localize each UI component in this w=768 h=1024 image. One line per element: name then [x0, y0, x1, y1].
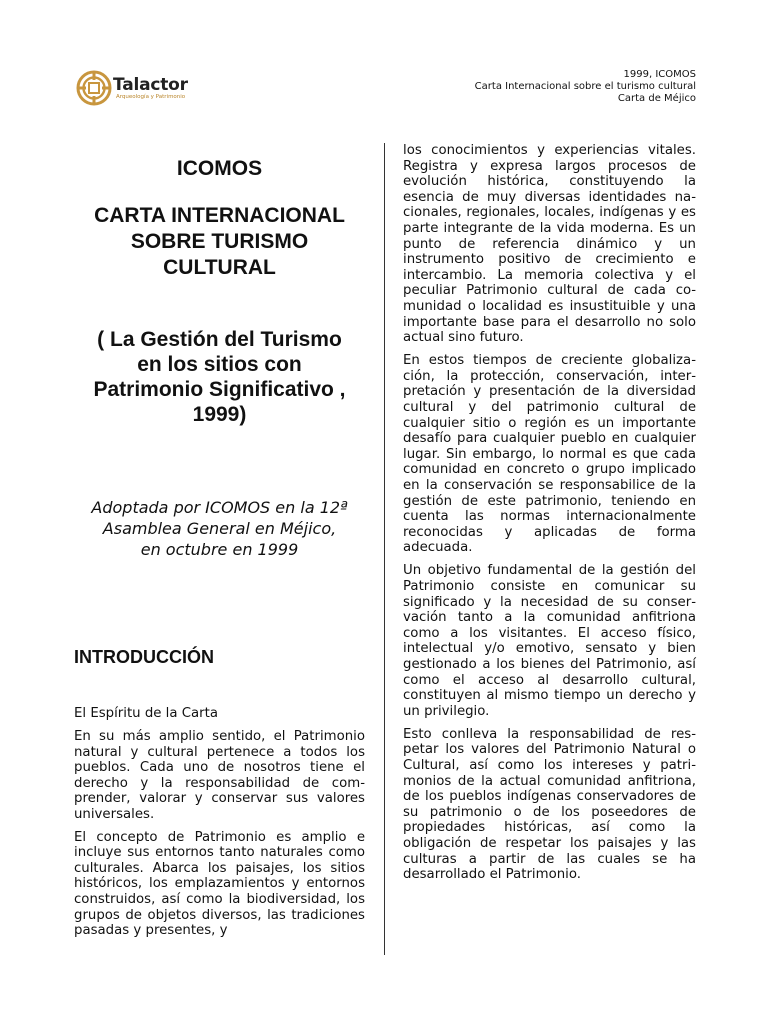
left-body-text: [74, 729, 365, 946]
body-paragraph: Un objetivo fundamental de la gestión del Patrimonio consiste en comunicar su significado y la necesidad de su conservación tanto a la comunidad anfitriona como a los visitantes. El acceso físico, intelectual y/o emotivo, sensato y bien gestionado a los bienes del Patrimonio, así como el acceso al desarrollo cultural, constituyen al mismo tiempo un derecho y un privilegio.: [403, 563, 696, 719]
title-subtitle-line: ( La Gestión del Turismo: [97, 328, 342, 351]
header-meta: [475, 69, 696, 106]
title-charter-line: CULTURAL: [163, 256, 276, 279]
title-subtitle-line: Patrimonio Significativo ,: [93, 378, 346, 401]
adoption-note: [74, 497, 365, 560]
body-paragraph: En su más amplio sentido, el Patrimonio natural y cultural pertenece a todos los pueblos. Cada uno de nosotros tiene el derecho y la responsabilidad de comprender, valorar y conservar sus valores universales.: [74, 729, 365, 822]
title-charter-line: SOBRE TURISMO: [130, 230, 309, 253]
title-subtitle-line: 1999): [192, 403, 247, 426]
title-charter-line: CARTA INTERNACIONAL: [94, 204, 345, 227]
right-column: [403, 143, 696, 890]
header-year-org: 1999, ICOMOS: [623, 69, 696, 80]
logo-tagline: Arqueología y Patrimonio: [116, 94, 186, 100]
body-paragraph: El concepto de Patrimonio es amplio e incluye sus entornos tanto naturales como culturales. Abarca los paisajes, los sitios históricos, los emplazamientos y entornos construidos, así como la biodiversidad, los grupos de objetos diversos, las tradiciones pasadas y presentes, y: [74, 829, 365, 939]
title-subtitle: [74, 327, 365, 427]
header-document-subtitle: Carta de Méjico: [617, 93, 696, 105]
talactor-logo: [76, 70, 196, 106]
adoption-note-line: Asamblea General en Méjico,: [102, 519, 337, 538]
talactor-emblem-icon: [76, 70, 112, 106]
body-paragraph: En estos tiempos de creciente globalización, la protección, conservación, interpretación y presentación de la diversidad cultural y del patrimonio cultural de cualquier sitio o región es un importante desafío para cualquier pueblo en cualquier lugar. Sin embargo, lo normal es que cada comunidad en concreto o grupo implicado en la conservación se responsabilice de la gestión de este patrimonio, teniendo en cuenta las normas internacionalmente reconocidas y aplicadas de forma adecuada.: [403, 353, 696, 556]
section-heading-introduction: INTRODUCCIÓN: [74, 647, 214, 667]
subsection-label: El Espíritu de la Carta: [74, 706, 218, 721]
column-divider: [384, 143, 385, 955]
header-document-title: Carta Internacional sobre el turismo cultural: [474, 81, 696, 93]
title-subtitle-line: en los sitios con: [137, 353, 302, 376]
body-paragraph: Esto conlleva la responsabilidad de respetar los valores del Patrimonio Natural o Cultural, así como los intereses y patrimonios de la actual comunidad anfitriona, de los pueblos indígenas conservadores de su patrimonio o de los poseedores de propiedades históricas, así como la obligación de respetar los paisajes y las culturas a partir de las cuales se ha desarrollado el Patrimonio.: [403, 726, 696, 883]
body-paragraph: los conocimientos y experiencias vitales. Registra y expresa largos procesos de evolución histórica, constituyendo la esencia de muy diversas identidades nacionales, regionales, locales, indígenas y es parte integrante de la vida moderna. Es un punto de referencia dinámico y un instrumento positivo de crecimiento e intercambio. La memoria colectiva y el peculiar Patrimonio cultural de cada comunidad o localidad es insustituible y una importante base para el desarrollo no solo actual sino futuro.: [403, 143, 696, 346]
title-org: ICOMOS: [176, 157, 263, 180]
adoption-note-line: en octubre en 1999: [140, 540, 299, 559]
logo-name: Talactor: [113, 75, 188, 95]
adoption-note-line: Adoptada por ICOMOS en la 12ª: [91, 498, 348, 517]
title-charter: [74, 203, 365, 281]
